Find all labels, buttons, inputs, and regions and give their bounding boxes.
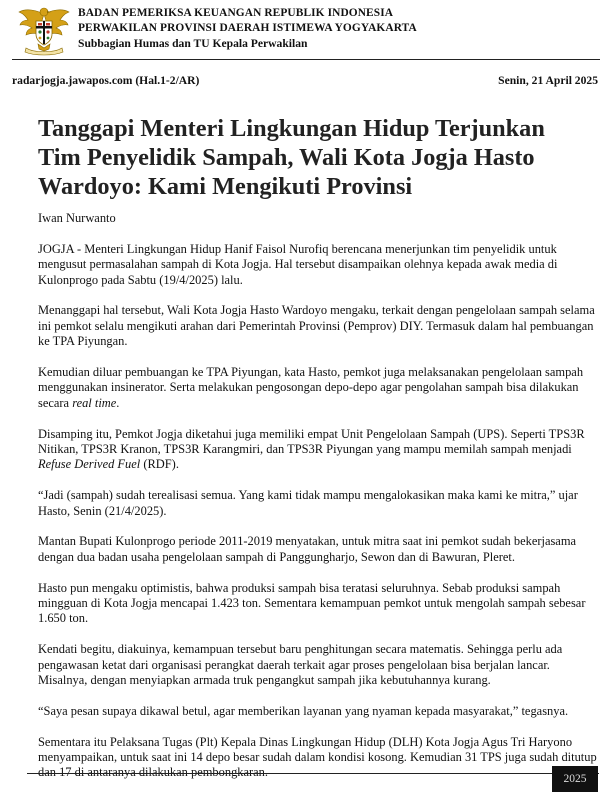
paragraph-3-end: . xyxy=(116,395,120,410)
org-line-2: PERWAKILAN PROVINSI DAERAH ISTIMEWA YOGYAKARTA xyxy=(78,22,417,34)
paragraph-4-end: (RDF). xyxy=(140,457,179,472)
paragraph-3 xyxy=(38,365,598,411)
letterhead xyxy=(12,4,600,56)
paragraph-7: Hasto pun mengaku optimistis, bahwa produksi sampah bisa teratasi seluruhnya. Sebab produksi sampah mingguan di Kota Jogja mencapai 1.423 ton. Sementara kemampuan pemkot untuk mengolah sampah sebesar 1.650 ton. xyxy=(38,580,586,626)
org-subdivision: Subbagian Humas dan TU Kepala Perwakilan xyxy=(78,37,308,50)
page-year-label: 2025 xyxy=(552,766,598,792)
paragraph-4-text: Disamping itu, Pemkot Jogja diketahui juga memiliki empat Unit Pengelolaan Sampah (UPS). Seperti TPS3R Nitikan, TPS3R Kranon, TPS3R Karangmiri, dan TPS3R Piyungan yang mampu memilah sampah menjadi xyxy=(38,426,585,457)
org-line-1: BADAN PEMERIKSA KEUANGAN REPUBLIK INDONESIA xyxy=(78,7,394,19)
paragraph-3-text: Kemudian diluar pembuangan ke TPA Piyungan, kata Hasto, pemkot juga melaksanakan pengelolaan sampah menggunakan insinerator. Serta melakukan pengosongan depo-depo agar pengolahan sampah bisa dilakukan secara xyxy=(38,365,584,410)
article-title: Tanggapi Menteri Lingkungan Hidup Terjunkan Tim Penyelidik Sampah, Wali Kota Jogja Hasto Wardoyo: Kami Mengikuti Provinsi xyxy=(38,115,545,200)
article-author: Iwan Nurwanto xyxy=(38,211,116,225)
paragraph-4 xyxy=(38,427,598,473)
paragraph-5: “Jadi (sampah) sudah terealisasi semua. Yang kami tidak mampu mengalokasikan maka kami ke mitra,” ujar Hasto, Senin (21/4/2025). xyxy=(38,488,578,518)
paragraph-1: JOGJA - Menteri Lingkungan Hidup Hanif Faisol Nurofiq berencana menerjunkan tim penyelidik untuk mengusut permasalahan sampah di Kota Jogja. Hal tersebut disampaikan olehnya kepada awak media di Kulonprogo pada Sabtu (19/4/2025) lalu. xyxy=(38,241,558,287)
paragraph-2: Menanggapi hal tersebut, Wali Kota Jogja Hasto Wardoyo mengaku, terkait dengan pengelolaan sampah selama ini pemkot selalu mengikuti arahan dari Pemerintah Provinsi (Pemprov) DIY. Termasuk dalam hal pembuangan ke TPA Piyungan. xyxy=(38,303,595,349)
paragraph-9: “Saya pesan supaya dikawal betul, agar memberikan layanan yang nyaman kepada masyarakat,” tegasnya. xyxy=(38,703,569,718)
footer-divider xyxy=(27,773,599,774)
paragraph-6: Mantan Bupati Kulonprogo periode 2011-2019 menyatakan, untuk mitra saat ini pemkot sudah bekerjasama dengan dua badan usaha pengelolaan sampah di Panggungharjo, Sewon dan di Bawuran, Pleret. xyxy=(38,534,577,564)
source-reference: radarjogja.jawapos.com (Hal.1-2/AR) xyxy=(12,74,200,87)
organization-name xyxy=(78,6,417,51)
article-body xyxy=(38,211,598,796)
garuda-emblem-icon xyxy=(16,4,72,56)
paragraph-8: Kendati begitu, diakuinya, kemampuan tersebut baru penghitungan secara matematis. Sehingga perlu ada pengawasan ketat dari organisasi perangkat daerah terkait agar proses pengelolaan bisa berjalan lancar. Misalnya, dengan menyiapkan armada truk pengangkut sampah jika kebutuhannya kurang. xyxy=(38,642,563,688)
header-divider xyxy=(12,59,600,60)
paragraph-4-italic: Refuse Derived Fuel xyxy=(38,457,141,472)
paragraph-3-italic: real time xyxy=(72,395,117,410)
paragraph-10: Sementara itu Pelaksana Tugas (Plt) Kepala Dinas Lingkungan Hidup (DLH) Kota Jogja Agus Tri Haryono menyampaikan, untuk saat ini 14 depo besar sudah dalam kondisi kosong. Kemudian 31 TPS juga sudah ditutup dan 17 di antaranya dilakukan pembongkaran. xyxy=(38,734,597,780)
publication-date: Senin, 21 April 2025 xyxy=(498,74,598,87)
